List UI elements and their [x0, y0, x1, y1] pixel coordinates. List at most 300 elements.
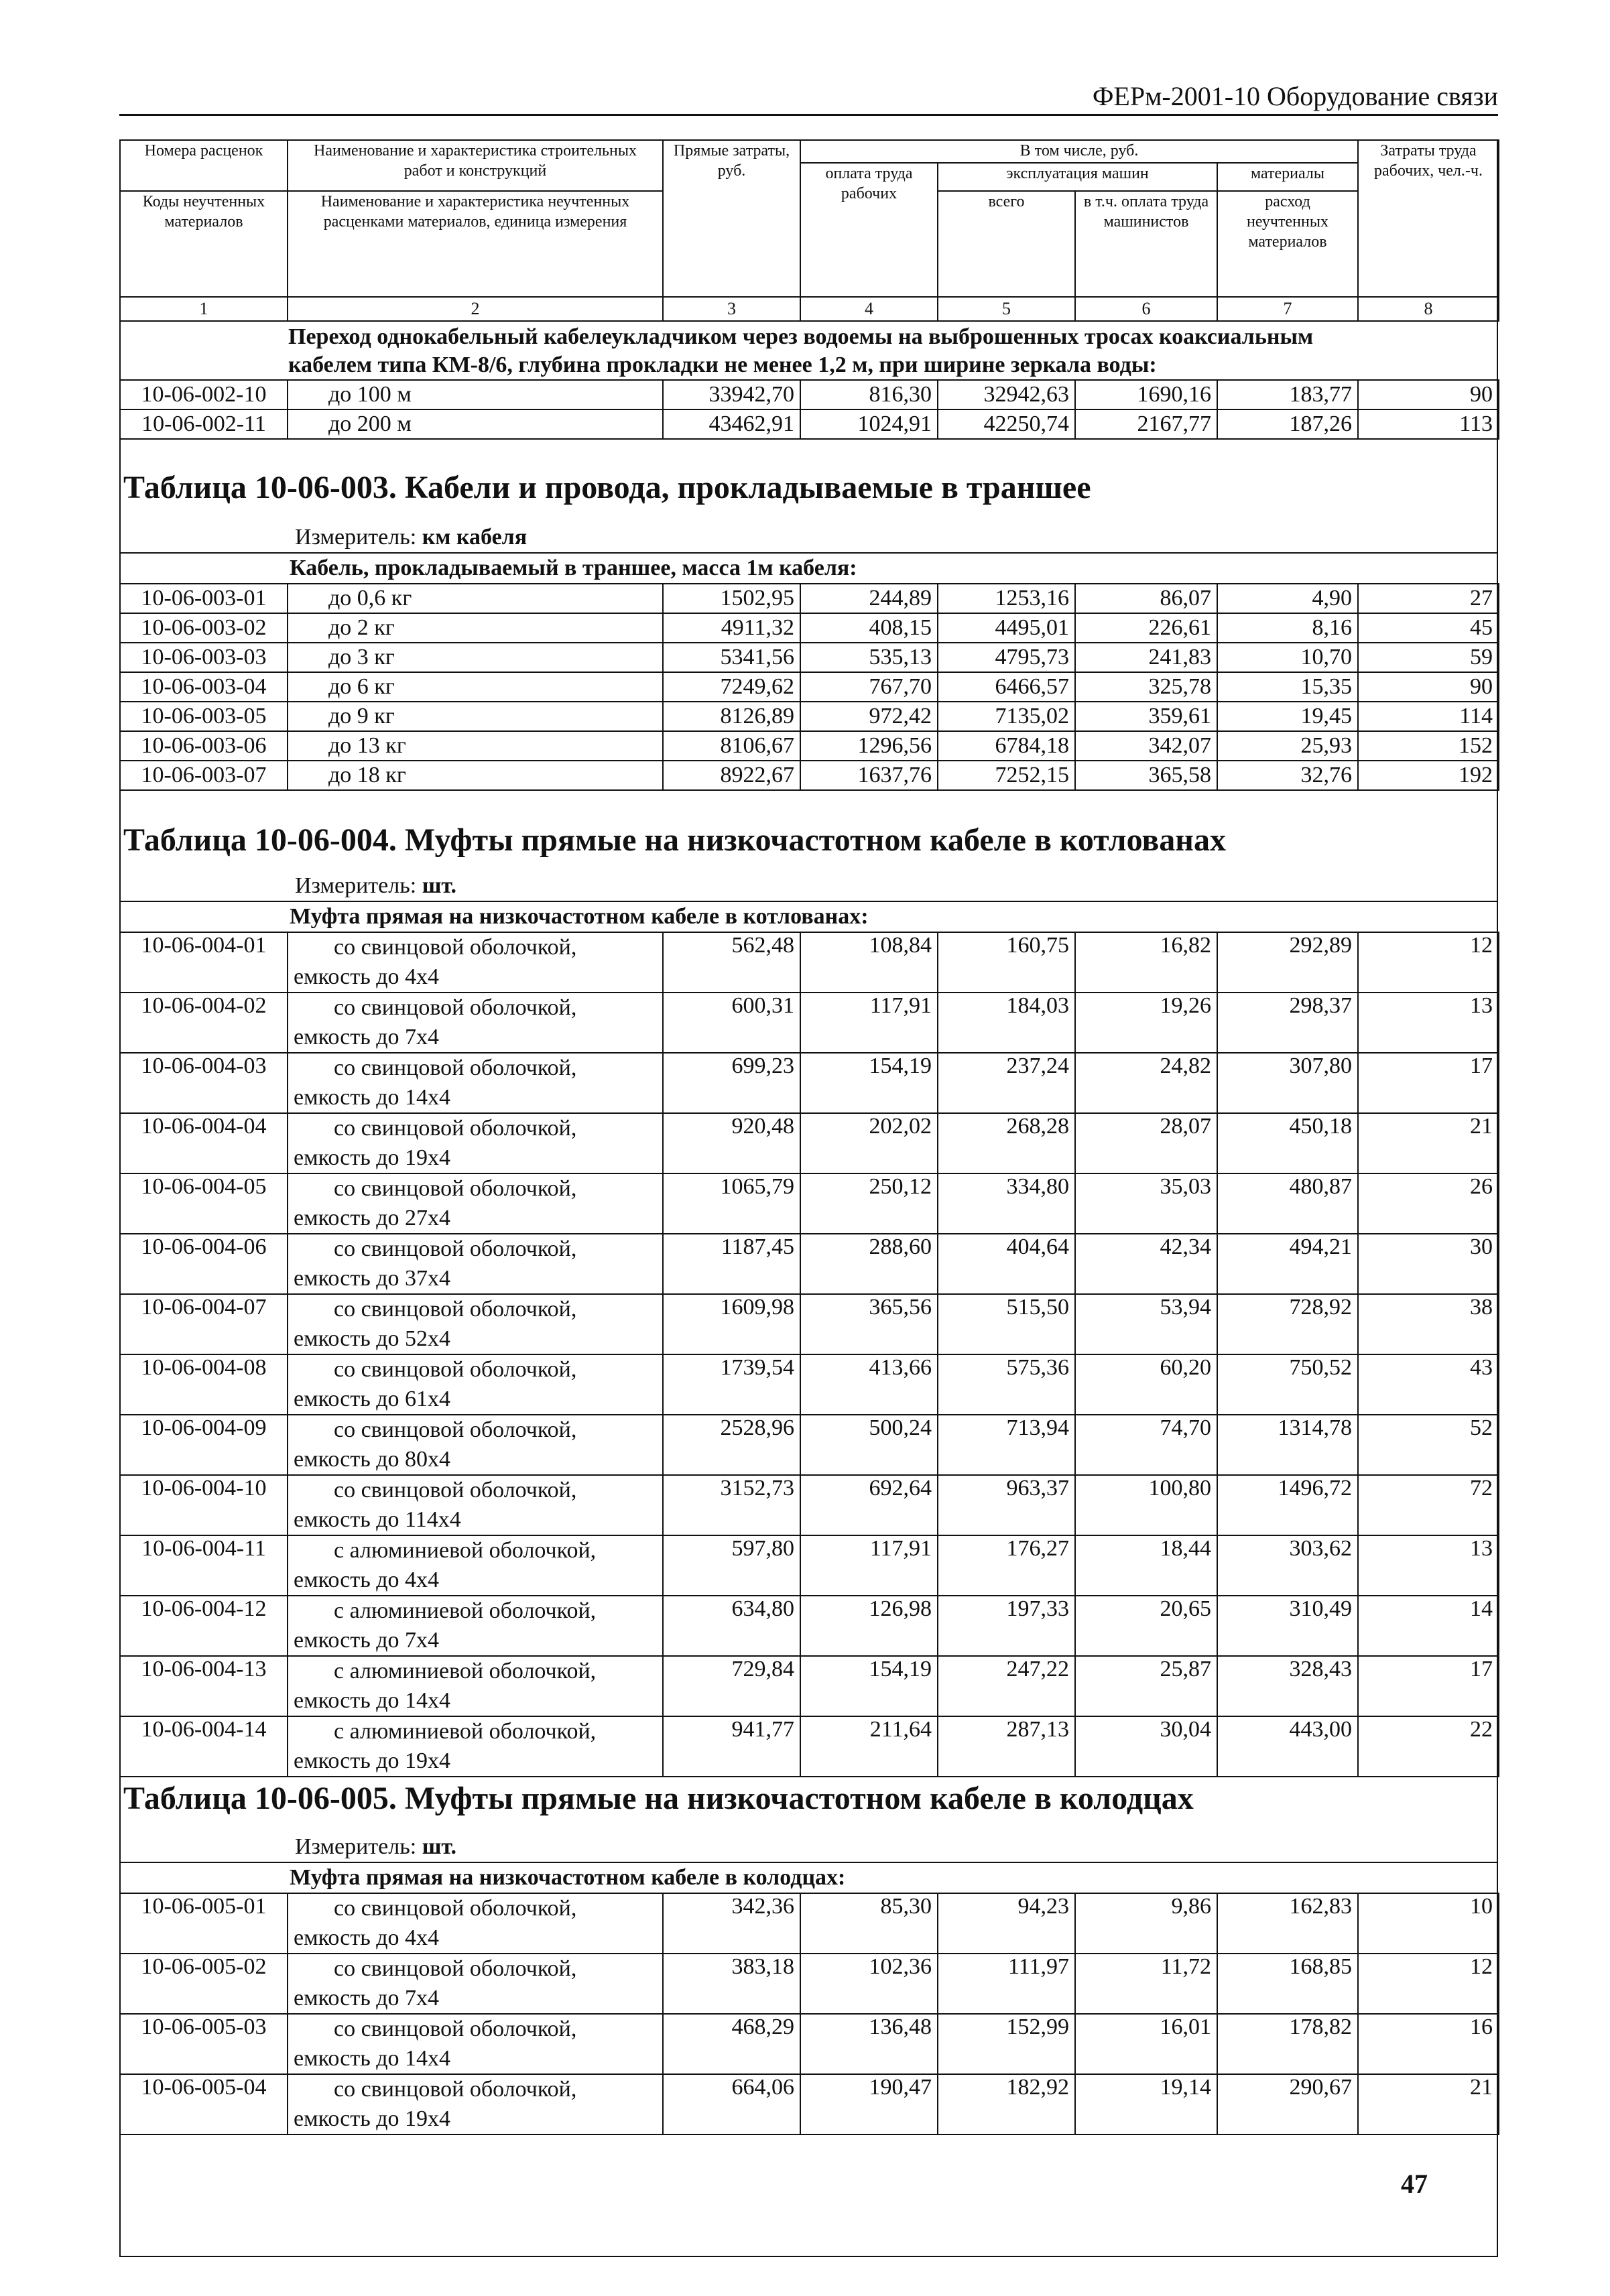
work-name — [288, 932, 663, 993]
value-c8: 16 — [1358, 2014, 1499, 2074]
value-c4: 136,48 — [800, 2014, 938, 2074]
table-row — [120, 731, 1499, 761]
unit-value: шт. — [422, 873, 457, 898]
table-004-rows — [119, 932, 1499, 1777]
header-num: 6 — [1075, 297, 1217, 321]
value-c8: 13 — [1358, 1535, 1499, 1596]
value-c8: 114 — [1358, 702, 1499, 731]
value-c8: 21 — [1358, 1113, 1499, 1173]
header-col5: всего — [938, 191, 1075, 297]
value-c5: 182,92 — [938, 2074, 1075, 2134]
value-c5: 6784,18 — [938, 731, 1075, 761]
value-c5: 515,50 — [938, 1294, 1075, 1354]
rate-code: 10-06-004-09 — [120, 1415, 288, 1475]
rate-code: 10-06-004-08 — [120, 1354, 288, 1415]
value-c6: 20,65 — [1075, 1596, 1217, 1656]
work-name: до 6 кг — [288, 672, 663, 702]
value-c7: 494,21 — [1217, 1234, 1358, 1294]
value-c8: 90 — [1358, 672, 1499, 702]
header-rule — [119, 114, 1498, 116]
value-c3: 1502,95 — [663, 584, 800, 613]
unit-value: км кабеля — [422, 525, 528, 550]
value-c7: 183,77 — [1217, 380, 1358, 409]
value-c5: 111,97 — [938, 1954, 1075, 2014]
work-name — [288, 1716, 663, 1777]
value-c3: 729,84 — [663, 1656, 800, 1716]
value-c8: 152 — [1358, 731, 1499, 761]
value-c8: 113 — [1358, 409, 1499, 439]
rate-code: 10-06-005-04 — [120, 2074, 288, 2134]
work-name — [288, 1596, 663, 1656]
value-c8: 17 — [1358, 1053, 1499, 1113]
value-c5: 334,80 — [938, 1173, 1075, 1234]
value-c4: 190,47 — [800, 2074, 938, 2134]
work-name: до 13 кг — [288, 731, 663, 761]
value-c6: 16,01 — [1075, 2014, 1217, 2074]
work-name-line2: емкость до 27х4 — [294, 1206, 450, 1230]
value-c6: 42,34 — [1075, 1234, 1217, 1294]
table-003-caption: Кабель, прокладываемый в траншее, масса 1м кабеля: — [119, 554, 1498, 584]
unit-label: Измеритель: — [295, 1834, 417, 1859]
rate-code: 10-06-004-11 — [120, 1535, 288, 1596]
header-num: 2 — [288, 297, 663, 321]
value-c5: 94,23 — [938, 1893, 1075, 1954]
rate-code: 10-06-003-05 — [120, 702, 288, 731]
table-row — [120, 584, 1499, 613]
work-name-line2: емкость до 14х4 — [294, 1688, 450, 1713]
work-name-line1: с алюминиевой оболочкой, — [334, 1659, 597, 1683]
header-num: 8 — [1358, 297, 1499, 321]
table-row — [120, 1234, 1499, 1294]
work-name-line1: со свинцовой оболочкой, — [334, 1956, 577, 1981]
value-c6: 2167,77 — [1075, 409, 1217, 439]
value-c4: 202,02 — [800, 1113, 938, 1173]
value-c6: 24,82 — [1075, 1053, 1217, 1113]
value-c6: 18,44 — [1075, 1535, 1217, 1596]
value-c5: 247,22 — [938, 1656, 1075, 1716]
value-c6: 1690,16 — [1075, 380, 1217, 409]
value-c6: 9,86 — [1075, 1893, 1217, 1954]
table-004-title: Таблица 10-06-004. Муфты прямые на низкочастотном кабеле в котлованах — [123, 822, 1226, 858]
value-c3: 468,29 — [663, 2014, 800, 2074]
value-c6: 359,61 — [1075, 702, 1217, 731]
value-c7: 450,18 — [1217, 1113, 1358, 1173]
value-c8: 22 — [1358, 1716, 1499, 1777]
header-machines: эксплуатация машин — [938, 163, 1217, 191]
value-c3: 600,31 — [663, 993, 800, 1053]
value-c4: 154,19 — [800, 1053, 938, 1113]
work-name-line2: емкость до 7х4 — [294, 1628, 439, 1653]
value-c3: 597,80 — [663, 1535, 800, 1596]
value-c7: 187,26 — [1217, 409, 1358, 439]
value-c5: 713,94 — [938, 1415, 1075, 1475]
work-name-line1: с алюминиевой оболочкой, — [334, 1719, 597, 1744]
value-c4: 154,19 — [800, 1656, 938, 1716]
table-row — [120, 1656, 1499, 1716]
value-c4: 288,60 — [800, 1234, 938, 1294]
value-c8: 192 — [1358, 761, 1499, 790]
work-name: до 0,6 кг — [288, 584, 663, 613]
value-c8: 38 — [1358, 1294, 1499, 1354]
header-group: В том числе, руб. — [800, 140, 1358, 163]
value-c4: 1024,91 — [800, 409, 938, 439]
work-name-line2: емкость до 19х4 — [294, 1748, 450, 1773]
value-c3: 3152,73 — [663, 1475, 800, 1535]
table-003-rows — [119, 583, 1499, 791]
table-row — [120, 1113, 1499, 1173]
value-c6: 325,78 — [1075, 672, 1217, 702]
value-c6: 342,07 — [1075, 731, 1217, 761]
value-c8: 90 — [1358, 380, 1499, 409]
value-c7: 1314,78 — [1217, 1415, 1358, 1475]
value-c8: 21 — [1358, 2074, 1499, 2134]
value-c5: 963,37 — [938, 1475, 1075, 1535]
value-c8: 26 — [1358, 1173, 1499, 1234]
value-c3: 562,48 — [663, 932, 800, 993]
rate-code: 10-06-004-12 — [120, 1596, 288, 1656]
work-name-line1: со свинцовой оболочкой, — [334, 935, 577, 960]
value-c8: 59 — [1358, 643, 1499, 672]
value-c6: 100,80 — [1075, 1475, 1217, 1535]
value-c4: 244,89 — [800, 584, 938, 613]
work-name-line2: емкость до 4х4 — [294, 964, 439, 989]
value-c8: 13 — [1358, 993, 1499, 1053]
work-name — [288, 1656, 663, 1716]
value-c8: 14 — [1358, 1596, 1499, 1656]
value-c6: 365,58 — [1075, 761, 1217, 790]
value-c6: 28,07 — [1075, 1113, 1217, 1173]
table-row — [120, 1475, 1499, 1535]
value-c6: 226,61 — [1075, 613, 1217, 643]
value-c4: 1637,76 — [800, 761, 938, 790]
work-name — [288, 1173, 663, 1234]
value-c5: 268,28 — [938, 1113, 1075, 1173]
value-c7: 303,62 — [1217, 1535, 1358, 1596]
rate-code: 10-06-004-06 — [120, 1234, 288, 1294]
rate-code: 10-06-003-07 — [120, 761, 288, 790]
value-c8: 30 — [1358, 1234, 1499, 1294]
rate-code: 10-06-005-01 — [120, 1893, 288, 1954]
table-row — [120, 761, 1499, 790]
table-row — [120, 993, 1499, 1053]
work-name: до 9 кг — [288, 702, 663, 731]
value-c3: 8922,67 — [663, 761, 800, 790]
value-c7: 4,90 — [1217, 584, 1358, 613]
table-row — [120, 1535, 1499, 1596]
table-row — [120, 1954, 1499, 2014]
header-num: 1 — [120, 297, 288, 321]
rate-code: 10-06-003-06 — [120, 731, 288, 761]
section-002-caption-1: Переход однокабельный кабелеукладчиком через водоемы на выброшенных тросах коаксиальным — [288, 324, 1314, 349]
value-c4: 692,64 — [800, 1475, 938, 1535]
table-row — [120, 1893, 1499, 1954]
value-c3: 342,36 — [663, 1893, 800, 1954]
value-c4: 1296,56 — [800, 731, 938, 761]
value-c4: 117,91 — [800, 1535, 938, 1596]
work-name: до 18 кг — [288, 761, 663, 790]
work-name — [288, 1354, 663, 1415]
rate-code: 10-06-004-02 — [120, 993, 288, 1053]
value-c6: 11,72 — [1075, 1954, 1217, 2014]
value-c6: 19,26 — [1075, 993, 1217, 1053]
work-name-line2: емкость до 37х4 — [294, 1266, 450, 1291]
rate-code: 10-06-004-14 — [120, 1716, 288, 1777]
header-col3: Прямые затраты, руб. — [663, 140, 800, 297]
value-c5: 184,03 — [938, 993, 1075, 1053]
section-002-caption-2: кабелем типа КМ-8/6, глубина прокладки не менее 1,2 м, при ширине зеркала воды: — [288, 353, 1157, 377]
work-name: до 2 кг — [288, 613, 663, 643]
value-c3: 664,06 — [663, 2074, 800, 2134]
work-name-line1: с алюминиевой оболочкой, — [334, 1538, 597, 1563]
value-c4: 108,84 — [800, 932, 938, 993]
work-name — [288, 1415, 663, 1475]
value-c3: 941,77 — [663, 1716, 800, 1777]
value-c7: 307,80 — [1217, 1053, 1358, 1113]
value-c8: 43 — [1358, 1354, 1499, 1415]
table-003-title: Таблица 10-06-003. Кабели и провода, прокладываемые в траншее — [123, 470, 1091, 505]
value-c3: 699,23 — [663, 1053, 800, 1113]
work-name-line2: емкость до 14х4 — [294, 2046, 450, 2071]
value-c5: 152,99 — [938, 2014, 1075, 2074]
value-c8: 12 — [1358, 932, 1499, 993]
rate-code: 10-06-003-03 — [120, 643, 288, 672]
value-c4: 365,56 — [800, 1294, 938, 1354]
rate-code: 10-06-003-01 — [120, 584, 288, 613]
work-name-line1: со свинцовой оболочкой, — [334, 1116, 577, 1141]
value-c4: 413,66 — [800, 1354, 938, 1415]
value-c4: 250,12 — [800, 1173, 938, 1234]
value-c5: 4795,73 — [938, 643, 1075, 672]
work-name-line1: со свинцовой оболочкой, — [334, 1417, 577, 1442]
table-row — [120, 1415, 1499, 1475]
table-row — [120, 1596, 1499, 1656]
value-c4: 408,15 — [800, 613, 938, 643]
value-c7: 443,00 — [1217, 1716, 1358, 1777]
header-col1-top: Номера расценок — [120, 140, 288, 191]
table-005-rows — [119, 1893, 1499, 2135]
value-c8: 72 — [1358, 1475, 1499, 1535]
running-head: ФЕРм-2001-10 Оборудование связи — [1092, 81, 1498, 111]
column-header-table — [119, 139, 1499, 322]
work-name-line2: емкость до 7х4 — [294, 1986, 439, 2011]
value-c4: 126,98 — [800, 1596, 938, 1656]
table-row — [120, 932, 1499, 993]
value-c4: 117,91 — [800, 993, 938, 1053]
rate-code: 10-06-005-02 — [120, 1954, 288, 2014]
value-c4: 972,42 — [800, 702, 938, 731]
work-name-line2: емкость до 80х4 — [294, 1447, 450, 1472]
rate-code: 10-06-004-03 — [120, 1053, 288, 1113]
value-c7: 1496,72 — [1217, 1475, 1358, 1535]
work-name: до 100 м — [288, 380, 663, 409]
work-name-line1: со свинцовой оболочкой, — [334, 1357, 577, 1382]
value-c5: 176,27 — [938, 1535, 1075, 1596]
work-name — [288, 2074, 663, 2134]
value-c8: 45 — [1358, 613, 1499, 643]
unit-label: Измеритель: — [295, 873, 417, 898]
value-c7: 162,83 — [1217, 1893, 1358, 1954]
value-c5: 42250,74 — [938, 409, 1075, 439]
work-name-line2: емкость до 19х4 — [294, 2106, 450, 2131]
value-c6: 74,70 — [1075, 1415, 1217, 1475]
value-c4: 211,64 — [800, 1716, 938, 1777]
work-name-line1: со свинцовой оболочкой, — [334, 1056, 577, 1080]
value-c6: 30,04 — [1075, 1716, 1217, 1777]
table-row — [120, 1173, 1499, 1234]
rate-code: 10-06-003-02 — [120, 613, 288, 643]
value-c3: 7249,62 — [663, 672, 800, 702]
value-c8: 27 — [1358, 584, 1499, 613]
value-c5: 1253,16 — [938, 584, 1075, 613]
value-c7: 328,43 — [1217, 1656, 1358, 1716]
header-col4: оплата труда рабочих — [800, 163, 938, 297]
value-c4: 767,70 — [800, 672, 938, 702]
value-c7: 298,37 — [1217, 993, 1358, 1053]
value-c8: 12 — [1358, 1954, 1499, 2014]
value-c7: 19,45 — [1217, 702, 1358, 731]
value-c7: 750,52 — [1217, 1354, 1358, 1415]
value-c5: 237,24 — [938, 1053, 1075, 1113]
work-name-line1: со свинцовой оболочкой, — [334, 1896, 577, 1921]
value-c4: 85,30 — [800, 1893, 938, 1954]
table-row — [120, 702, 1499, 731]
table-row — [120, 409, 1499, 439]
value-c3: 1065,79 — [663, 1173, 800, 1234]
work-name-line1: со свинцовой оболочкой, — [334, 2017, 577, 2041]
rate-code: 10-06-004-13 — [120, 1656, 288, 1716]
value-c7: 8,16 — [1217, 613, 1358, 643]
value-c7: 25,93 — [1217, 731, 1358, 761]
table-row — [120, 380, 1499, 409]
value-c7: 290,67 — [1217, 2074, 1358, 2134]
rate-code: 10-06-004-10 — [120, 1475, 288, 1535]
work-name — [288, 1234, 663, 1294]
rate-code: 10-06-004-07 — [120, 1294, 288, 1354]
header-col2-bottom: Наименование и характеристика неучтенных расценками материалов, единица измерения — [288, 191, 663, 297]
work-name: до 3 кг — [288, 643, 663, 672]
work-name — [288, 2014, 663, 2074]
work-name — [288, 1113, 663, 1173]
value-c7: 15,35 — [1217, 672, 1358, 702]
work-name-line2: емкость до 4х4 — [294, 1568, 439, 1592]
header-col7: расход неучтенных материалов — [1217, 191, 1358, 297]
value-c3: 1739,54 — [663, 1354, 800, 1415]
work-name-line2: емкость до 7х4 — [294, 1025, 439, 1049]
value-c5: 4495,01 — [938, 613, 1075, 643]
table-003-unit — [119, 523, 1498, 554]
value-c7: 32,76 — [1217, 761, 1358, 790]
rate-code: 10-06-004-01 — [120, 932, 288, 993]
unit-label: Измеритель: — [295, 525, 417, 550]
value-c7: 480,87 — [1217, 1173, 1358, 1234]
value-c5: 7252,15 — [938, 761, 1075, 790]
work-name — [288, 1294, 663, 1354]
rate-code: 10-06-004-05 — [120, 1173, 288, 1234]
work-name — [288, 993, 663, 1053]
value-c7: 292,89 — [1217, 932, 1358, 993]
rate-code: 10-06-004-04 — [120, 1113, 288, 1173]
value-c3: 634,80 — [663, 1596, 800, 1656]
value-c3: 4911,32 — [663, 613, 800, 643]
work-name-line2: емкость до 52х4 — [294, 1326, 450, 1351]
value-c5: 160,75 — [938, 932, 1075, 993]
value-c8: 10 — [1358, 1893, 1499, 1954]
value-c5: 32942,63 — [938, 380, 1075, 409]
value-c3: 1187,45 — [663, 1234, 800, 1294]
rate-code: 10-06-005-03 — [120, 2014, 288, 2074]
page-number: 47 — [1401, 2169, 1428, 2199]
work-name-line2: емкость до 61х4 — [294, 1387, 450, 1411]
rate-code: 10-06-002-10 — [120, 380, 288, 409]
work-name-line2: емкость до 19х4 — [294, 1145, 450, 1170]
value-c4: 816,30 — [800, 380, 938, 409]
table-row — [120, 1294, 1499, 1354]
value-c6: 86,07 — [1075, 584, 1217, 613]
value-c4: 102,36 — [800, 1954, 938, 2014]
value-c8: 52 — [1358, 1415, 1499, 1475]
table-004-caption: Муфта прямая на низкочастотном кабеле в котлованах: — [119, 902, 1498, 933]
table-002-rows — [119, 379, 1499, 440]
table-005-caption: Муфта прямая на низкочастотном кабеле в колодцах: — [119, 1863, 1498, 1894]
value-c5: 404,64 — [938, 1234, 1075, 1294]
value-c3: 5341,56 — [663, 643, 800, 672]
work-name-line1: со свинцовой оболочкой, — [334, 1297, 577, 1322]
work-name — [288, 1535, 663, 1596]
table-005-title: Таблица 10-06-005. Муфты прямые на низкочастотном кабеле в колодцах — [123, 1781, 1194, 1816]
work-name-line1: с алюминиевой оболочкой, — [334, 1598, 597, 1623]
value-c4: 535,13 — [800, 643, 938, 672]
table-row — [120, 2074, 1499, 2134]
value-c5: 6466,57 — [938, 672, 1075, 702]
header-num: 7 — [1217, 297, 1358, 321]
value-c6: 35,03 — [1075, 1173, 1217, 1234]
rate-code: 10-06-002-11 — [120, 409, 288, 439]
value-c7: 178,82 — [1217, 2014, 1358, 2074]
header-materials: материалы — [1217, 163, 1358, 191]
value-c3: 2528,96 — [663, 1415, 800, 1475]
table-row — [120, 613, 1499, 643]
value-c3: 33942,70 — [663, 380, 800, 409]
table-row — [120, 643, 1499, 672]
table-005-unit — [119, 1832, 1498, 1863]
value-c5: 287,13 — [938, 1716, 1075, 1777]
table-row — [120, 1354, 1499, 1415]
work-name — [288, 1053, 663, 1113]
work-name-line1: со свинцовой оболочкой, — [334, 1236, 577, 1261]
work-name-line2: емкость до 4х4 — [294, 1925, 439, 1950]
header-col8: Затраты труда рабочих, чел.-ч. — [1358, 140, 1499, 297]
value-c7: 310,49 — [1217, 1596, 1358, 1656]
table-row — [120, 672, 1499, 702]
value-c7: 168,85 — [1217, 1954, 1358, 2014]
value-c8: 17 — [1358, 1656, 1499, 1716]
value-c5: 197,33 — [938, 1596, 1075, 1656]
header-num: 3 — [663, 297, 800, 321]
work-name-line2: емкость до 114х4 — [294, 1507, 461, 1532]
value-c3: 383,18 — [663, 1954, 800, 2014]
work-name-line1: со свинцовой оболочкой, — [334, 2077, 577, 2102]
table-004-unit — [119, 871, 1498, 902]
value-c6: 60,20 — [1075, 1354, 1217, 1415]
table-row — [120, 1053, 1499, 1113]
work-name-line1: со свинцовой оболочкой, — [334, 1176, 577, 1201]
value-c3: 1609,98 — [663, 1294, 800, 1354]
value-c3: 920,48 — [663, 1113, 800, 1173]
table-row — [120, 1716, 1499, 1777]
header-col1-bottom: Коды неучтенных материалов — [120, 191, 288, 297]
value-c3: 43462,91 — [663, 409, 800, 439]
work-name — [288, 1893, 663, 1954]
